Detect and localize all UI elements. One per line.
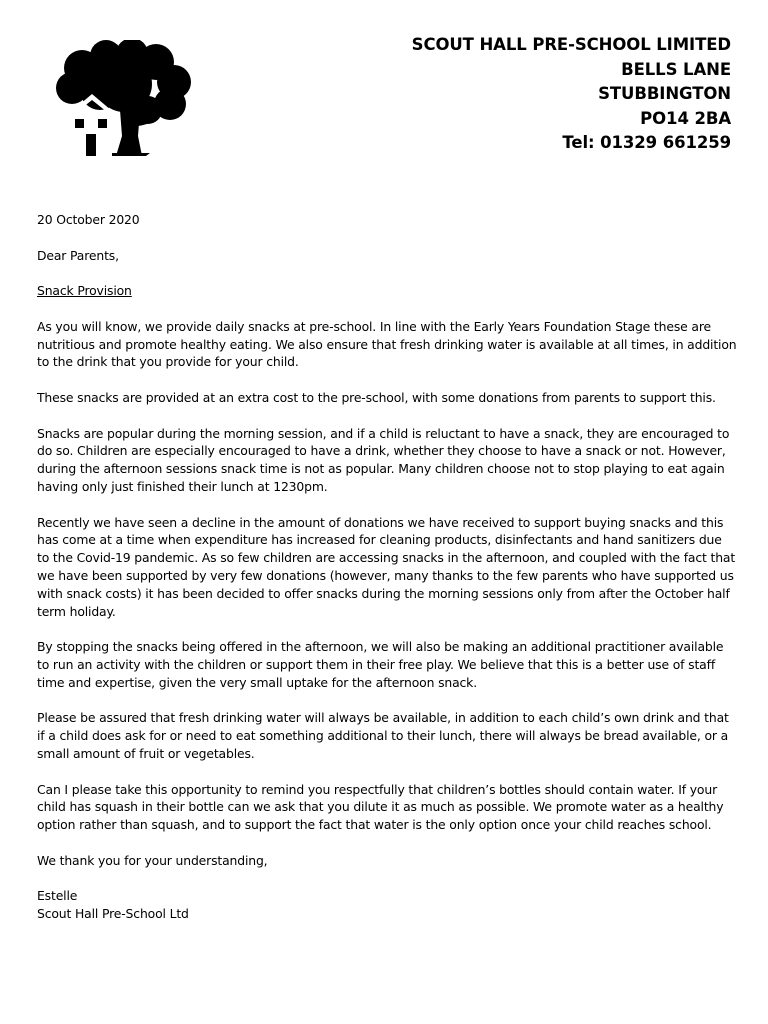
signature-org: Scout Hall Pre-School Ltd (37, 906, 189, 922)
signature-name: Estelle (37, 888, 78, 904)
paragraph: Can I please take this opportunity to remind you respectfully that children’s bottles should contain water. If your child has squash in their bottle can we ask that you dilute it as much as possible. We promote water as a healthy option rather than squash, and to support the fact that water is the only option once your child reaches school. (37, 781, 724, 833)
address-line-street: BELLS LANE (621, 59, 731, 79)
school-address (412, 33, 731, 156)
tree-and-house-logo (54, 40, 192, 156)
paragraph: As you will know, we provide daily snacks at pre-school. In line with the Early Years Foundation Stage these are nutritious and promote healthy eating. We also ensure that fresh drinking water is available at all times, in addition to the drink that you provide for your child. (37, 318, 737, 370)
letter-date: 20 October 2020 (37, 212, 140, 227)
address-line-phone: Tel: 01329 661259 (562, 133, 731, 152)
address-line-postcode: PO14 2BA (640, 108, 731, 128)
paragraph: These snacks are provided at an extra cost to the pre-school, with some donations from parents to support this. (37, 389, 716, 405)
paragraph: By stopping the snacks being offered in the afternoon, we will also be making an additional practitioner available to run an activity with the children or support them in their free play. We believe that this is a better use of staff time and expertise, given the very small uptake for the afternoon snack. (37, 639, 724, 690)
closing: We thank you for your understanding, (37, 852, 268, 868)
subject-heading: Snack Provision (37, 283, 132, 299)
paragraph: Snacks are popular during the morning session, and if a child is reluctant to have a snack, they are encouraged to do so. Children are especially encouraged to have a drink, whether they choose to have a snack or not. However, during the afternoon sessions snack time is not as popular. Many children choose not to stop playing to eat again having only just finished their lunch at 1230pm. (37, 425, 730, 494)
letter-body (37, 211, 737, 923)
salutation: Dear Parents, (37, 247, 119, 263)
paragraph: Please be assured that fresh drinking water will always be available, in addition to each child’s own drink and that if a child does ask for or need to eat something additional to their lunch, there will always be bread available, or a small amount of fruit or vegetables. (37, 710, 729, 761)
paragraph: Recently we have seen a decline in the amount of donations we have received to support buying snacks and this has come at a time when expenditure has increased for cleaning products, disinfectants and hand sanitizers due to the Covid-19 pandemic. As so few children are accessing snacks in the afternoon, and coupled with the fact that we have been supported by very few donations (however, many thanks to the few parents who have supported us with snack costs) it has been decided to offer snacks during the morning sessions only from after the October half term holiday. (37, 514, 736, 619)
address-line-town: STUBBINGTON (598, 84, 731, 103)
address-line-name: SCOUT HALL PRE-SCHOOL LIMITED (411, 35, 731, 54)
